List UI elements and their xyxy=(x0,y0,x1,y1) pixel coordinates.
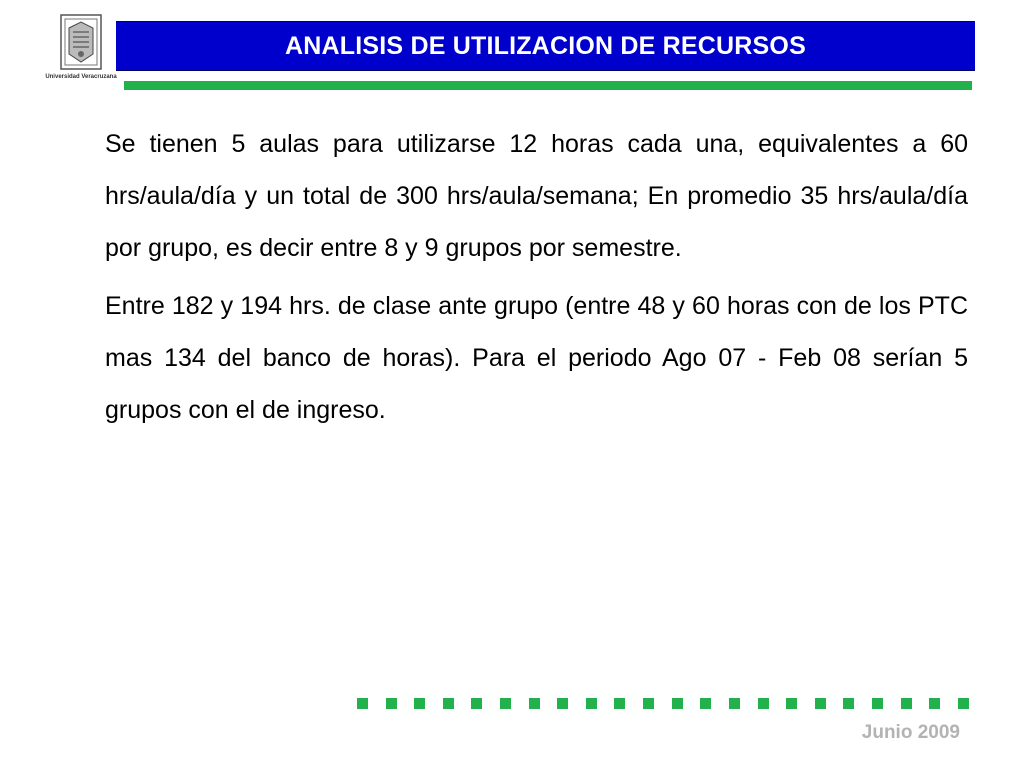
decorative-square xyxy=(500,698,511,709)
decorative-square xyxy=(414,698,425,709)
decorative-square xyxy=(729,698,740,709)
decorative-square xyxy=(443,698,454,709)
title-underline xyxy=(124,81,972,90)
page-title: ANALISIS DE UTILIZACION DE RECURSOS xyxy=(285,32,806,60)
logo-caption: Universidad Veracruzana xyxy=(45,74,117,80)
decorative-square xyxy=(843,698,854,709)
decorative-square xyxy=(786,698,797,709)
paragraph: Se tienen 5 aulas para utilizarse 12 horas cada una, equivalentes a 60 hrs/aula/día y un total de 300 hrs/aula/semana; En promedio 35 hrs/aula/día por grupo, es decir entre 8 y 9 grupos por semestre. xyxy=(105,130,968,262)
decorative-square xyxy=(872,698,883,709)
decorative-square-row xyxy=(357,698,969,710)
decorative-square xyxy=(386,698,397,709)
decorative-square xyxy=(643,698,654,709)
title-bar xyxy=(116,21,975,71)
university-crest-icon xyxy=(60,14,102,70)
decorative-square xyxy=(815,698,826,709)
decorative-square xyxy=(901,698,912,709)
decorative-square xyxy=(700,698,711,709)
decorative-square xyxy=(958,698,969,709)
decorative-square xyxy=(929,698,940,709)
decorative-square xyxy=(614,698,625,709)
decorative-square xyxy=(586,698,597,709)
footer-date: Junio 2009 xyxy=(861,722,960,743)
slide-content xyxy=(105,118,968,442)
paragraph: Entre 182 y 194 hrs. de clase ante grupo (entre 48 y 60 horas con de los PTC mas 134 del banco de horas). Para el periodo Ago 07 - Feb 08 serían 5 grupos con el de ingreso. xyxy=(105,292,968,424)
decorative-square xyxy=(471,698,482,709)
decorative-square xyxy=(672,698,683,709)
university-logo xyxy=(44,14,118,86)
decorative-square xyxy=(529,698,540,709)
decorative-square xyxy=(557,698,568,709)
decorative-square xyxy=(357,698,368,709)
decorative-square xyxy=(758,698,769,709)
